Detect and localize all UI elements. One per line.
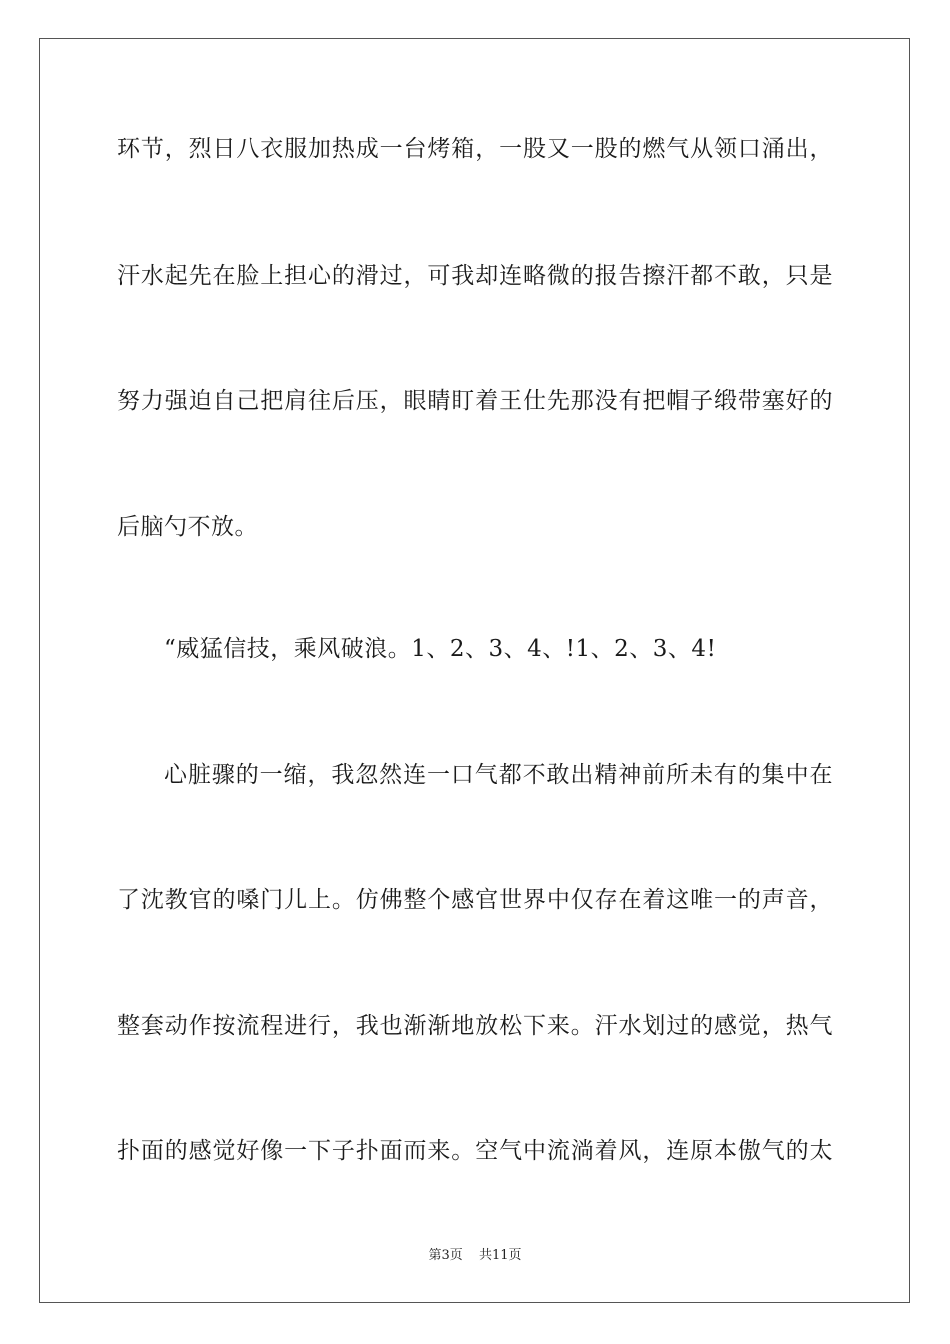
page-border <box>39 38 910 1303</box>
paragraph-line: 心脏骤的一缩，我忽然连一口气都不敢出精神前所未有的集中在 <box>164 762 833 788</box>
paragraph-line: 努力强迫自己把肩往后压，眼睛盯着王仕先那没有把帽子缎带塞好的 <box>117 388 833 414</box>
paragraph-line: 后脑勺不放。 <box>117 514 258 540</box>
page-footer <box>0 1247 950 1265</box>
page-number: 第3页 <box>428 1248 463 1263</box>
paragraph-line: 整套动作按流程进行，我也渐渐地放松下来。汗水划过的感觉，热气 <box>117 1013 833 1039</box>
paragraph-line: “威猛信技，乘风破浪。1、2、3、4、!1、2、3、4! <box>164 636 717 662</box>
paragraph-line: 扑面的感觉好像一下子扑面而来。空气中流淌着风，连原本傲气的太 <box>117 1138 833 1164</box>
paragraph-line: 环节，烈日八衣服加热成一台烤箱，一股又一股的燃气从领口涌出， <box>117 136 833 162</box>
paragraph-line: 汗水起先在脸上担心的滑过，可我却连略微的报告擦汗都不敢，只是 <box>117 263 833 289</box>
paragraph-line: 了沈教官的嗓门儿上。仿佛整个感官世界中仅存在着这唯一的声音， <box>117 887 833 913</box>
page-total: 共11页 <box>478 1248 522 1263</box>
